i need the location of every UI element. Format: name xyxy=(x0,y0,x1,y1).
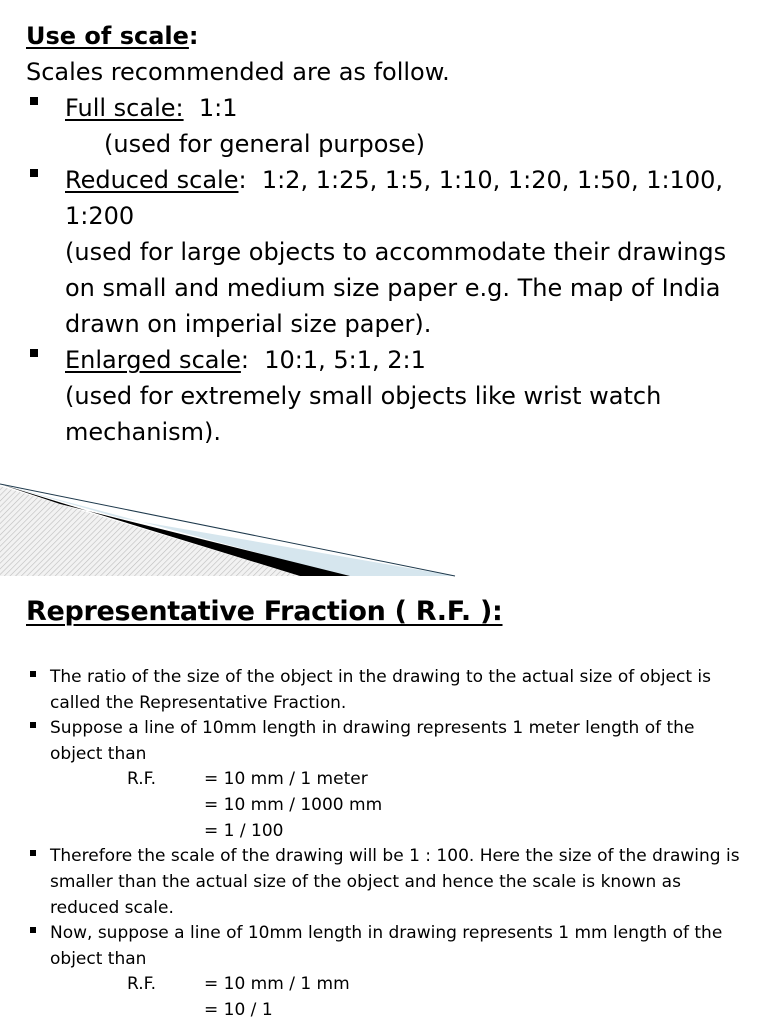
rf-b3-line3: reduced scale. xyxy=(50,898,174,918)
intro-text: Scales recommended are as follow. xyxy=(26,58,450,86)
enlarged-scale-line xyxy=(65,342,426,378)
bullet-rf-1 xyxy=(30,671,36,677)
rf-b2-line2: object than xyxy=(50,744,147,764)
reduced-scale-value: : 1:2, 1:25, 1:5, 1:10, 1:20, 1:50, 1:100, xyxy=(238,166,723,194)
enlarged-scale-value: : 10:1, 5:1, 2:1 xyxy=(240,346,426,374)
enlarged-scale-label: Enlarged scale xyxy=(65,346,241,374)
enlarged-scale-note-1: (used for extremely small objects like wrist watch xyxy=(65,382,662,410)
reduced-scale-note-1: (used for large objects to accommodate their drawings xyxy=(65,238,727,266)
rf1-eq2: = 10 mm / 1000 mm xyxy=(204,795,383,815)
heading-colon: : xyxy=(188,22,199,50)
bullet-rf-4 xyxy=(30,927,36,933)
hatched-triangle xyxy=(0,486,300,576)
reduced-scale-line xyxy=(65,162,723,198)
rf-b4-line1: Now, suppose a line of 10mm length in drawing represents 1 mm length of the xyxy=(50,923,723,943)
full-scale-label: Full scale: xyxy=(65,94,184,122)
bullet-rf-3 xyxy=(30,850,36,856)
enlarged-scale-note-2: mechanism). xyxy=(65,418,222,446)
rf-b3-line2: smaller than the actual size of the object and hence the scale is known as xyxy=(50,872,681,892)
rf-b2-line1: Suppose a line of 10mm length in drawing represents 1 meter length of the xyxy=(50,718,695,738)
rf1-label: R.F. xyxy=(127,769,157,789)
full-scale-note: (used for general purpose) xyxy=(104,130,426,158)
heading-use-of-scale xyxy=(26,18,199,54)
bullet-full-scale xyxy=(30,97,38,105)
reduced-scale-note-3: drawn on imperial size paper). xyxy=(65,310,432,338)
bullet-enlarged-scale xyxy=(30,349,38,357)
bullet-reduced-scale xyxy=(30,169,38,177)
full-scale-line xyxy=(65,90,237,126)
reduced-scale-label: Reduced scale xyxy=(65,166,239,194)
rf2-label: R.F. xyxy=(127,974,157,994)
rf-title: Representative Fraction ( R.F. ): xyxy=(26,596,503,627)
rf-b4-line2: object than xyxy=(50,949,147,969)
rf-b1-line1: The ratio of the size of the object in the drawing to the actual size of object is xyxy=(50,667,712,687)
bullet-rf-2 xyxy=(30,722,36,728)
slide-divider-graphic xyxy=(0,478,460,578)
rf-b3-line1: Therefore the scale of the drawing will be 1 : 100. Here the size of the drawing is xyxy=(50,846,740,866)
rf2-eq2: = 10 / 1 xyxy=(204,1000,273,1020)
rf-b1-line2: called the Representative Fraction. xyxy=(50,693,347,713)
reduced-scale-value-cont: 1:200 xyxy=(65,202,135,230)
reduced-scale-note-2: on small and medium size paper e.g. The map of India xyxy=(65,274,721,302)
rf1-eq3: = 1 / 100 xyxy=(204,821,284,841)
rf1-eq1: = 10 mm / 1 meter xyxy=(204,769,368,789)
rf2-eq1: = 10 mm / 1 mm xyxy=(204,974,350,994)
heading-text: Use of scale xyxy=(26,22,189,50)
full-scale-value: 1:1 xyxy=(183,94,238,122)
